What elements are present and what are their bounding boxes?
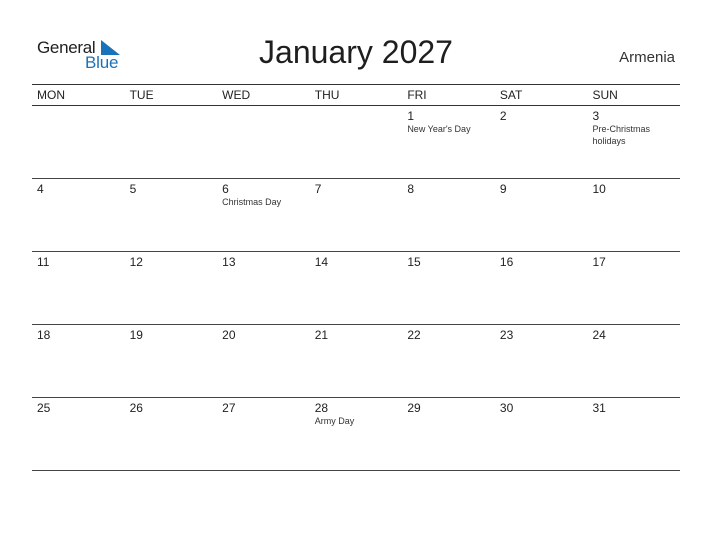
weekday-header: MON: [37, 88, 65, 102]
holiday-label: Pre-Christmas holidays: [592, 124, 650, 146]
day-cell: [217, 106, 310, 178]
logo-text-general: General: [37, 38, 96, 57]
country-label: Armenia: [619, 49, 675, 66]
weekday-header: FRI: [407, 88, 427, 102]
day-cell: [217, 252, 310, 324]
day-number: 7: [314, 182, 322, 196]
day-number: 2: [499, 109, 507, 123]
weekday-header: SAT: [499, 88, 523, 102]
day-cell: [402, 398, 495, 470]
calendar-grid: [32, 84, 680, 471]
week-row: [32, 106, 680, 179]
day-cell: [217, 325, 310, 397]
day-number: 27: [222, 401, 236, 415]
day-cell: [402, 179, 495, 251]
day-number: 23: [499, 328, 514, 342]
day-cell: [402, 252, 495, 324]
day-cell: [310, 179, 403, 251]
day-number: 26: [129, 401, 143, 415]
day-cell: [125, 398, 218, 470]
day-cell: [125, 179, 218, 251]
day-cell: [587, 252, 680, 324]
day-number: 18: [37, 328, 51, 342]
day-number: 20: [222, 328, 236, 342]
logo-text-blue: Blue: [85, 53, 119, 72]
weekday-header: WED: [222, 88, 251, 102]
day-number: 13: [222, 255, 236, 269]
day-number: 17: [592, 255, 606, 269]
day-cell: [32, 252, 125, 324]
day-number: 11: [37, 255, 50, 269]
day-number: 3: [592, 109, 600, 123]
day-cell: [310, 398, 403, 470]
day-cell: [217, 179, 310, 251]
calendar-title: January 2027: [259, 34, 453, 70]
day-number: 31: [592, 401, 606, 415]
weeks-container: [32, 106, 680, 471]
day-cell: [310, 325, 403, 397]
day-cell: [587, 398, 680, 470]
holiday-label: Army Day: [314, 416, 355, 426]
day-cell: [125, 252, 218, 324]
day-number: 21: [314, 328, 329, 342]
day-cell: [125, 325, 218, 397]
day-number: 10: [592, 182, 606, 196]
day-cell: [32, 325, 125, 397]
day-number: 29: [407, 401, 421, 415]
day-number: 19: [129, 328, 143, 342]
day-cell: [495, 179, 588, 251]
day-number: 4: [37, 182, 44, 196]
day-number: 30: [499, 401, 514, 415]
day-cell: [125, 106, 218, 178]
day-cell: [310, 106, 403, 178]
day-number: 14: [314, 255, 329, 269]
weekday-header: THU: [314, 88, 340, 102]
day-number: 8: [407, 182, 414, 196]
day-cell: [310, 252, 403, 324]
day-number: 24: [592, 328, 606, 342]
day-cell: [495, 398, 588, 470]
day-cell: [495, 252, 588, 324]
day-cell: [587, 106, 680, 178]
day-number: 5: [129, 182, 137, 196]
day-number: 22: [407, 328, 421, 342]
day-number: 9: [499, 182, 507, 196]
day-cell: [402, 106, 495, 178]
day-cell: [32, 106, 125, 178]
day-number: 28: [314, 401, 329, 415]
day-number: 25: [37, 401, 51, 415]
day-cell: [217, 398, 310, 470]
week-row: [32, 252, 680, 325]
day-cell: [32, 179, 125, 251]
day-cell: [402, 325, 495, 397]
holiday-label: Christmas Day: [222, 197, 282, 207]
day-cell: [495, 106, 588, 178]
day-cell: [587, 179, 680, 251]
weekday-header: SUN: [592, 88, 618, 102]
day-cell: [587, 325, 680, 397]
weekday-header: TUE: [129, 88, 154, 102]
day-cell: [495, 325, 588, 397]
week-row: [32, 325, 680, 398]
week-row: [32, 398, 680, 471]
holiday-label: New Year's Day: [407, 124, 471, 134]
weekday-header-row: [32, 84, 680, 106]
day-number: 1: [407, 109, 414, 123]
week-row: [32, 179, 680, 252]
day-number: 15: [407, 255, 421, 269]
day-number: 12: [129, 255, 143, 269]
day-number: 16: [499, 255, 514, 269]
day-cell: [32, 398, 125, 470]
day-number: 6: [222, 182, 229, 196]
